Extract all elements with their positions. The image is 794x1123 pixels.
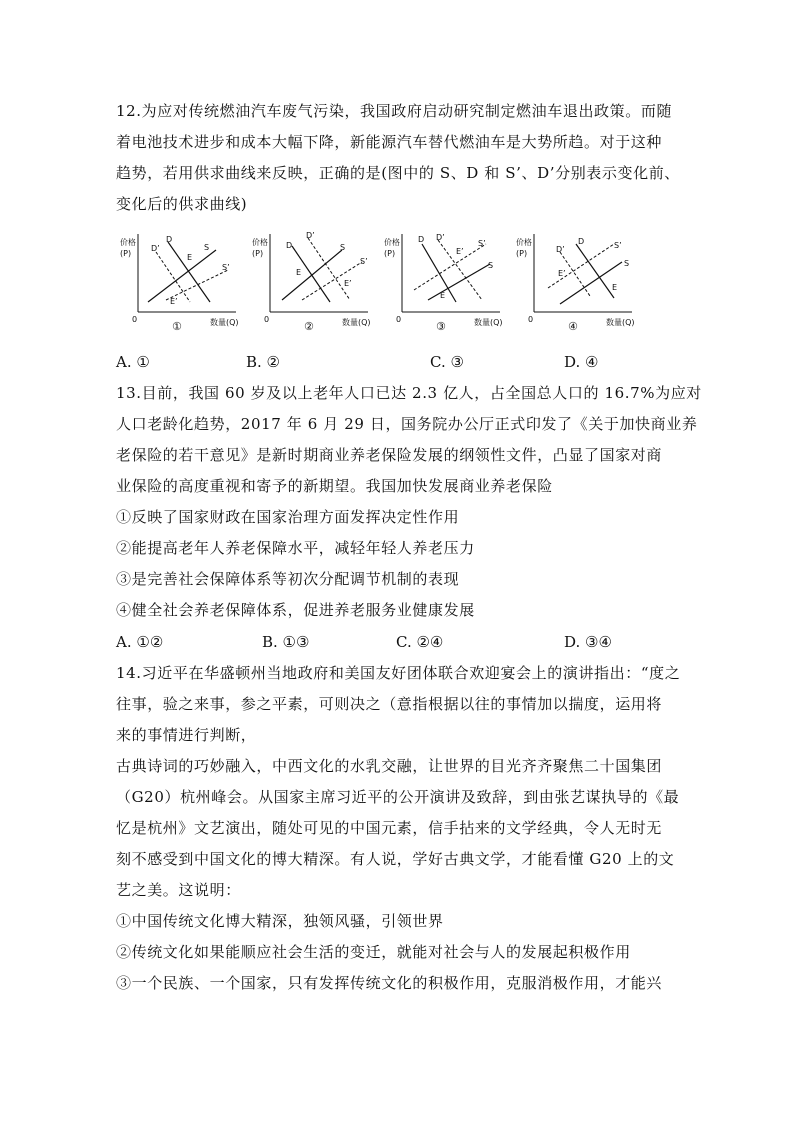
origin-label: 0 bbox=[264, 315, 270, 324]
supply-demand-graph-3 bbox=[382, 230, 508, 334]
supply-demand-graph-1 bbox=[118, 230, 244, 334]
q14-line-6: 忆是杭州》文艺演出，随处可见的中国元素，信手拈来的文学经典，令人无时无 bbox=[116, 819, 663, 837]
q13-line-1: 13.目前，我国 60 岁及以上老年人口已达 2.3 亿人，占全国总人口的 16.7%为应对 bbox=[116, 384, 702, 402]
origin-label: 0 bbox=[396, 315, 402, 324]
origin-label: 0 bbox=[132, 315, 138, 324]
q13-option-a[interactable]: A. ①② bbox=[116, 633, 164, 651]
label-s-prime: S’ bbox=[222, 263, 230, 272]
label-s: S bbox=[340, 243, 346, 252]
label-d: D bbox=[286, 241, 293, 250]
graph-number: ③ bbox=[436, 320, 446, 333]
x-axis-label: 数量(Q) bbox=[474, 318, 503, 327]
q12-option-d[interactable]: D. ④ bbox=[564, 353, 599, 371]
label-e: E bbox=[187, 253, 193, 262]
label-d: D bbox=[578, 237, 585, 246]
y-axis-label: 价格 bbox=[384, 238, 400, 247]
label-s-prime: S’ bbox=[614, 241, 622, 250]
y-axis-label: 价格 bbox=[120, 238, 136, 247]
x-axis-label: 数量(Q) bbox=[210, 318, 239, 327]
label-s: S bbox=[488, 261, 494, 270]
label-d-prime: D’ bbox=[436, 233, 445, 242]
q14-line-5: （G20）杭州峰会。从国家主席习近平的公开演讲及致辞，到由张艺谋执导的《最 bbox=[116, 788, 680, 806]
label-e-prime: E’ bbox=[170, 297, 178, 306]
y-axis-label-sub: (P) bbox=[516, 249, 528, 258]
q13-statement-2: ②能提高老年人养老保障水平，减轻年轻人养老压力 bbox=[116, 539, 475, 557]
label-e: E bbox=[296, 268, 302, 277]
q14-line-8: 艺之美。这说明： bbox=[116, 881, 241, 899]
label-e-prime: E’ bbox=[558, 269, 566, 278]
label-d: D bbox=[418, 235, 425, 244]
q12-option-a[interactable]: A. ① bbox=[116, 353, 150, 371]
q12-line-4: 变化后的供求曲线) bbox=[116, 195, 248, 213]
q13-option-d[interactable]: D. ③④ bbox=[564, 633, 612, 651]
q13-statement-1: ①反映了国家财政在国家治理方面发挥决定性作用 bbox=[116, 508, 460, 526]
label-e-prime: E’ bbox=[456, 247, 464, 256]
supply-curve-s bbox=[282, 250, 342, 300]
q14-statement-3: ③一个民族、一个国家，只有发挥传统文化的积极作用，克服消极作用，才能兴 bbox=[116, 974, 663, 992]
y-axis-label: 价格 bbox=[516, 238, 532, 247]
q13-statement-3: ③是完善社会保障体系等初次分配调节机制的表现 bbox=[116, 570, 460, 588]
graph-number: ① bbox=[172, 320, 182, 333]
q12-option-b[interactable]: B. ② bbox=[246, 353, 281, 371]
graph-number: ② bbox=[304, 320, 314, 333]
label-d-prime: D’ bbox=[556, 245, 565, 254]
q14-line-2: 往事，验之来事，参之平素，可则决之（意指根据以往的事情加以揣度，运用将 bbox=[116, 695, 663, 713]
q14-line-3: 来的事情进行判断， bbox=[116, 726, 257, 744]
label-s: S bbox=[624, 259, 630, 268]
label-e-prime: E’ bbox=[344, 279, 352, 288]
label-d: D bbox=[166, 235, 173, 244]
q13-line-4: 业保险的高度重视和寄予的新期望。我国加快发展商业养老保险 bbox=[116, 477, 553, 495]
y-axis-label: 价格 bbox=[252, 238, 268, 247]
supply-demand-graph-4 bbox=[514, 230, 640, 334]
q12-line-1: 12.为应对传统燃油汽车废气污染，我国政府启动研究制定燃油车退出政策。而随 bbox=[116, 102, 673, 120]
label-d-prime: D’ bbox=[306, 231, 315, 240]
q14-statement-1: ①中国传统文化博大精深，独领风骚，引领世界 bbox=[116, 912, 444, 930]
label-e: E bbox=[612, 283, 618, 292]
q12-option-c[interactable]: C. ③ bbox=[430, 353, 464, 371]
y-axis-label-sub: (P) bbox=[120, 249, 132, 258]
q13-statement-4: ④健全社会养老保障体系，促进养老服务业健康发展 bbox=[116, 601, 475, 619]
supply-demand-graph-2 bbox=[250, 230, 376, 334]
q14-line-4: 古典诗词的巧妙融入，中西文化的水乳交融，让世界的目光齐齐聚焦二十国集团 bbox=[116, 757, 663, 775]
supply-curve-s-prime bbox=[166, 270, 228, 300]
label-s: S bbox=[204, 243, 210, 252]
q12-line-2: 着电池技术进步和成本大幅下降，新能源汽车替代燃油车是大势所趋。对于这种 bbox=[116, 133, 663, 151]
origin-label: 0 bbox=[528, 315, 534, 324]
y-axis-label-sub: (P) bbox=[384, 249, 396, 258]
label-s-prime: S’ bbox=[478, 239, 486, 248]
supply-curve-s bbox=[148, 250, 216, 302]
x-axis-label: 数量(Q) bbox=[342, 318, 371, 327]
q14-line-1: 14.习近平在华盛顿州当地政府和美国友好团体联合欢迎宴会上的演讲指出：“度之 bbox=[116, 664, 681, 682]
supply-curve-s-prime bbox=[414, 244, 486, 290]
graph-number: ④ bbox=[568, 320, 578, 333]
label-d-prime: D’ bbox=[151, 244, 160, 253]
q14-line-7: 刻不感受到中国文化的博大精深。有人说，学好古典文学，才能看懂 G20 上的文 bbox=[116, 850, 675, 868]
demand-curve-d-prime bbox=[156, 252, 193, 302]
label-s-prime: S’ bbox=[360, 257, 368, 266]
supply-curve-s-prime bbox=[302, 262, 362, 300]
q14-statement-2: ②传统文化如果能顺应社会生活的变迁，就能对社会与人的发展起积极作用 bbox=[116, 943, 631, 961]
q13-option-c[interactable]: C. ②④ bbox=[396, 633, 444, 651]
q13-line-3: 老保险的若干意见》是新时期商业养老保险发展的纲领性文件，凸显了国家对商 bbox=[116, 446, 663, 464]
y-axis-label-sub: (P) bbox=[252, 249, 264, 258]
q12-line-3: 趋势，若用供求曲线来反映，正确的是(图中的 S、D 和 S’、D’分别表示变化前、 bbox=[116, 164, 680, 182]
x-axis-label: 数量(Q) bbox=[606, 318, 635, 327]
label-e: E bbox=[440, 291, 446, 300]
q13-line-2: 人口老龄化趋势，2017 年 6 月 29 日，国务院办公厅正式印发了《关于加快商业养 bbox=[116, 415, 698, 433]
q13-option-b[interactable]: B. ①③ bbox=[262, 633, 310, 651]
